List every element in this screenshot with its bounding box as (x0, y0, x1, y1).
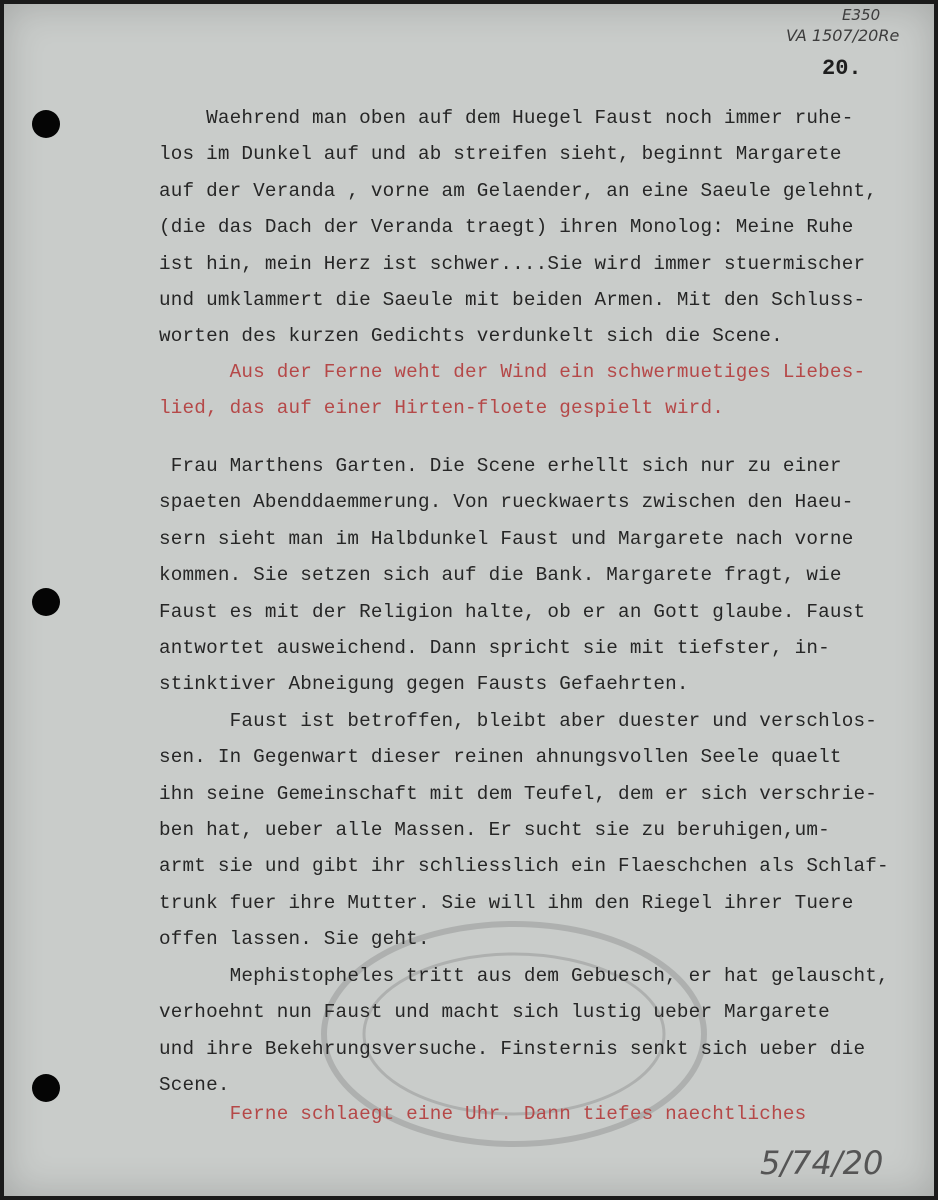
archive-code-annotation: E350 (842, 6, 881, 24)
text-line: los im Dunkel auf und ab streifen sieht, beginnt Margarete (159, 143, 842, 166)
text-line: antwortet ausweichend. Dann spricht sie mit tiefster, in- (159, 637, 830, 660)
text-line: trunk fuer ihre Mutter. Sie will ihm den Riegel ihrer Tuere (159, 891, 854, 914)
text-line: Aus der Ferne weht der Wind ein schwermuetiges Liebes- (159, 361, 866, 383)
document-page (4, 4, 934, 1196)
text-line: armt sie und gibt ihr schliesslich ein Flaeschchen als Schlaf- (159, 855, 889, 878)
text-line: Ferne schlaegt eine Uhr. Dann tiefes naechtliches (159, 1103, 807, 1125)
text-line: verhoehnt nun Faust und macht sich lustig ueber Margarete (159, 1001, 830, 1024)
paragraph-stage-direction-clock (159, 1096, 919, 1132)
text-line: sen. In Gegenwart dieser reinen ahnungsvollen Seele quaelt (159, 746, 842, 769)
text-line: Waehrend man oben auf dem Huegel Faust noch immer ruhe- (159, 107, 854, 129)
text-line: stinktiver Abneigung gegen Fausts Gefaehrten. (159, 673, 689, 696)
text-line: Mephistopheles tritt aus dem Gebuesch, er hat gelauscht, (159, 964, 889, 987)
page-number: 20. (822, 56, 862, 81)
punch-hole-bottom (32, 1074, 60, 1102)
text-line: und umklammert die Saeule mit beiden Armen. Mit den Schluss- (159, 289, 866, 312)
text-line: ihn seine Gemeinschaft mit dem Teufel, dem er sich verschrie- (159, 782, 878, 805)
archive-reference-annotation: VA 1507/20Re (786, 26, 900, 45)
text-line: und ihre Bekehrungsversuche. Finsternis senkt sich ueber die (159, 1037, 866, 1060)
text-line: ben hat, ueber alle Massen. Er sucht sie zu beruhigen,um- (159, 819, 830, 842)
text-line: auf der Veranda , vorne am Gelaender, an eine Saeule gelehnt, (159, 179, 878, 202)
paragraph-scene-veranda (159, 100, 919, 355)
text-line: Scene. (159, 1073, 230, 1096)
bottom-reference-annotation: 5/74/20 (760, 1144, 884, 1182)
text-line: lied, das auf einer Hirten-floete gespielt wird. (159, 397, 724, 420)
paragraph-stage-direction-song (159, 354, 919, 427)
text-line: (die das Dach der Veranda traegt) ihren Monolog: Meine Ruhe (159, 216, 854, 239)
punch-hole-middle (32, 588, 60, 616)
text-line: sern sieht man im Halbdunkel Faust und Margarete nach vorne (159, 527, 854, 550)
text-line: kommen. Sie setzen sich auf die Bank. Margarete fragt, wie (159, 564, 842, 587)
text-line: Frau Marthens Garten. Die Scene erhellt sich nur zu einer (159, 455, 842, 477)
text-line: spaeten Abenddaemmerung. Von rueckwaerts zwischen den Haeu- (159, 491, 854, 514)
text-line: Faust ist betroffen, bleibt aber duester und verschlos- (159, 709, 878, 732)
paragraph-scene-garden (159, 448, 919, 1103)
text-line: worten des kurzen Gedichts verdunkelt sich die Scene. (159, 325, 783, 348)
text-line: offen lassen. Sie geht. (159, 928, 430, 951)
text-line: ist hin, mein Herz ist schwer....Sie wird immer stuermischer (159, 252, 866, 275)
punch-hole-top (32, 110, 60, 138)
text-line: Faust es mit der Religion halte, ob er an Gott glaube. Faust (159, 600, 866, 623)
